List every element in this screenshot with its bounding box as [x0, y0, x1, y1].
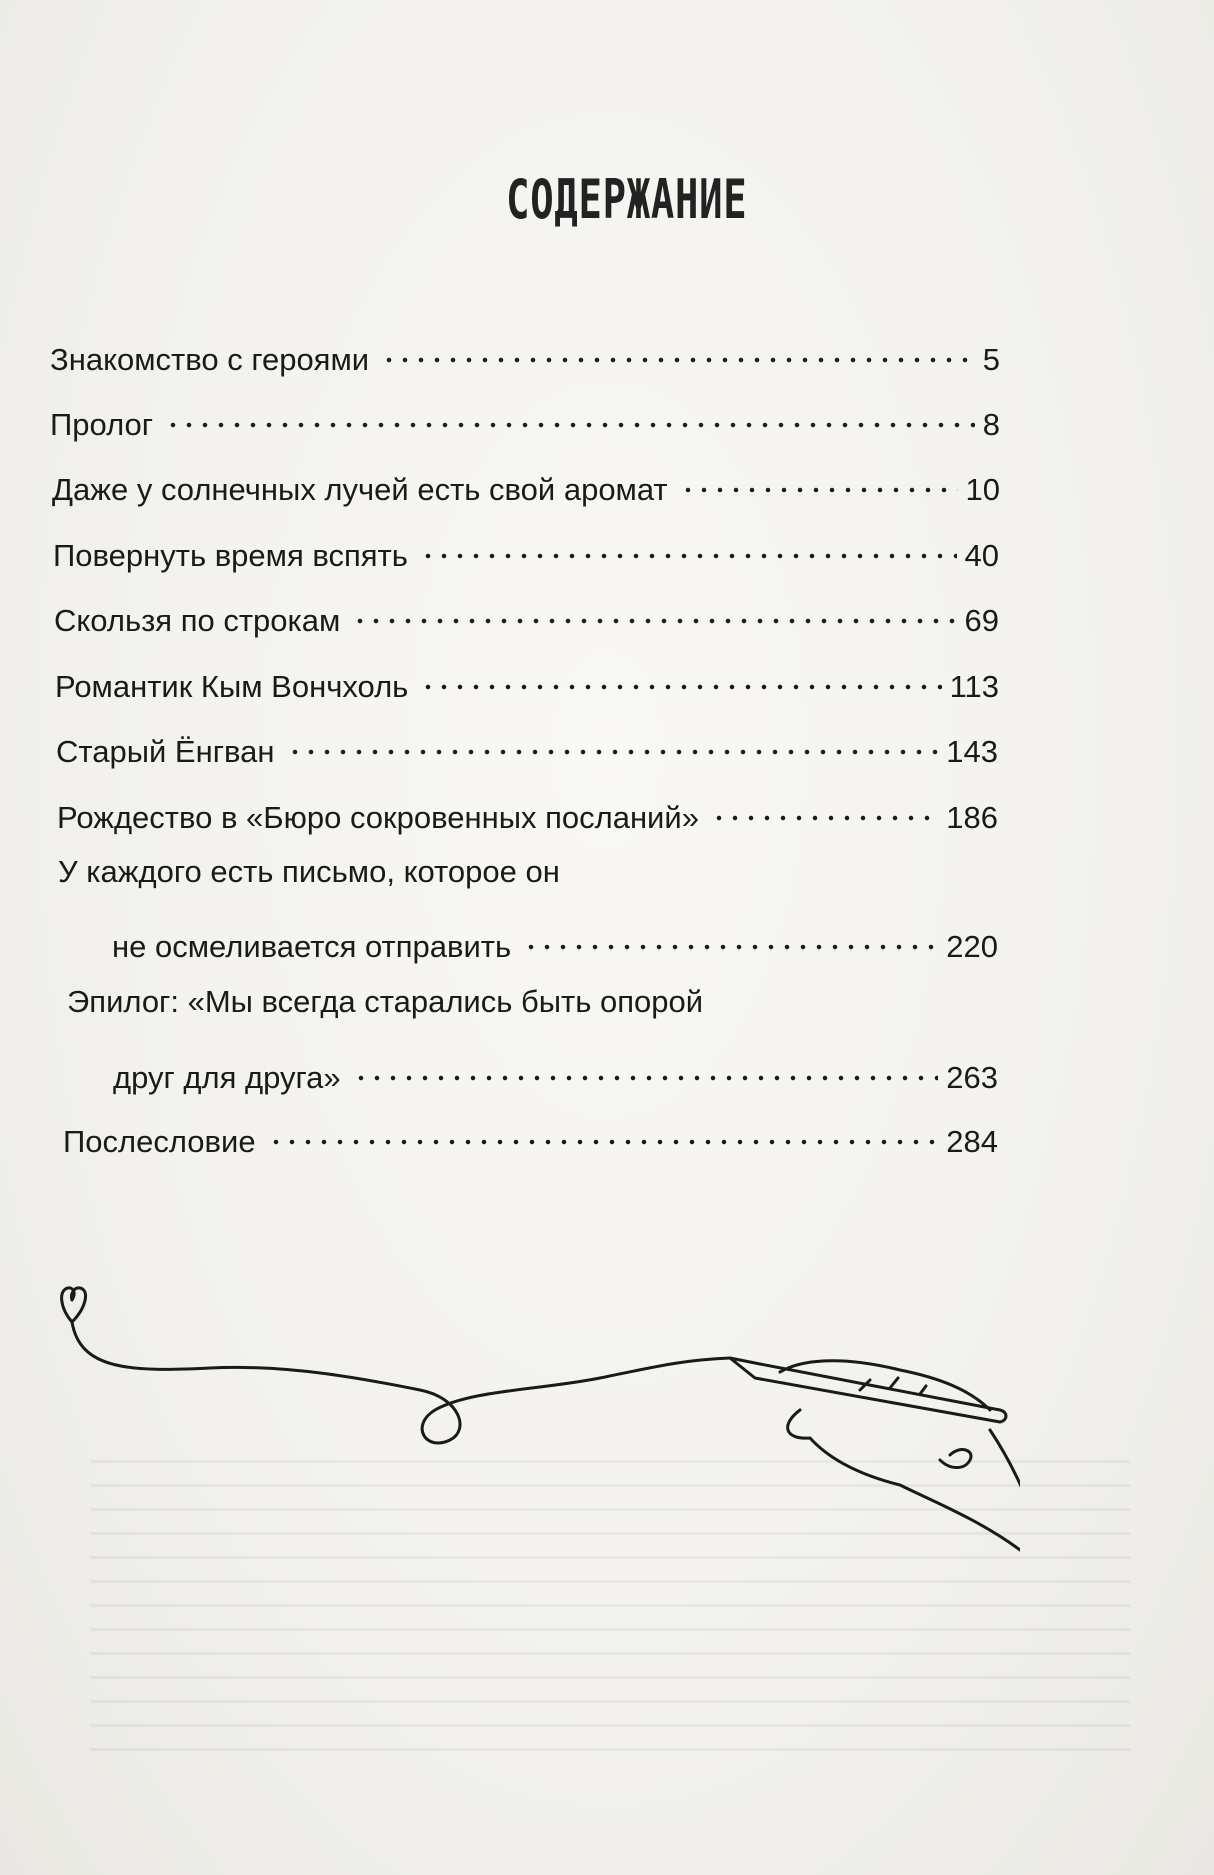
leader-dots — [268, 1110, 939, 1150]
toc-entry-page: 220 — [946, 929, 998, 964]
toc-entry[interactable] — [57, 788, 998, 838]
toc-entry-label: Пролог — [50, 407, 154, 442]
toc-entry-page: 69 — [964, 603, 999, 638]
toc-entry[interactable] — [63, 1112, 998, 1162]
toc-entry-label: Знакомство с героями — [50, 342, 370, 377]
toc-entry-page: 143 — [946, 734, 998, 769]
leader-dots — [287, 720, 939, 760]
toc-entry[interactable] — [113, 1048, 998, 1098]
toc-entry[interactable] — [53, 526, 999, 576]
leader-dots — [165, 393, 975, 433]
toc-entry[interactable] — [52, 460, 1000, 510]
toc-entry-label-line1: У каждого есть письмо, которое он — [58, 854, 560, 889]
toc-entry-label: Старый Ёнгван — [56, 734, 275, 769]
toc-entry-label: Рождество в «Бюро сокровенных посланий» — [57, 800, 699, 835]
leader-dots — [420, 655, 941, 695]
toc-entry-label: Скользя по строкам — [54, 603, 341, 638]
toc-entry-label: Повернуть время вспять — [53, 538, 408, 573]
toc-entry-page: 284 — [946, 1124, 998, 1159]
leader-dots — [523, 915, 938, 955]
toc-entry-label: Послесловие — [63, 1124, 256, 1159]
toc-entry[interactable] — [50, 330, 1000, 380]
toc-entry-label: Романтик Кым Вончхоль — [55, 669, 409, 704]
leader-dots — [680, 458, 958, 498]
toc-entry-page: 113 — [949, 669, 999, 704]
leader-dots — [420, 524, 957, 564]
toc-entry-label-line1: Эпилог: «Мы всегда старались быть опорой — [67, 984, 704, 1019]
toc-entry-page: 40 — [964, 538, 999, 573]
leader-dots — [381, 328, 975, 368]
toc-entry-page: 8 — [982, 407, 1000, 442]
toc-entry-label: Даже у солнечных лучей есть свой аромат — [52, 472, 668, 507]
leader-dots — [352, 589, 956, 629]
flowing-line — [72, 1322, 730, 1443]
toc-entry[interactable] — [112, 917, 998, 967]
toc-entry-page: 5 — [982, 342, 1000, 377]
toc-entry-page: 263 — [946, 1060, 998, 1095]
toc-entry[interactable] — [54, 591, 999, 641]
leader-dots — [711, 786, 938, 826]
toc-entry-label: не осмеливается отправить — [112, 929, 512, 964]
toc-entry-page: 10 — [965, 472, 1000, 507]
toc-entry[interactable] — [56, 722, 998, 772]
line-art-illustration — [40, 1260, 1020, 1560]
toc-entry-label: друг для друга» — [113, 1060, 341, 1095]
toc-entry[interactable] — [50, 395, 1000, 445]
page-title: СОДЕРЖАНИЕ — [506, 168, 748, 231]
toc-entry[interactable] — [55, 657, 999, 707]
heart-icon — [62, 1288, 86, 1322]
leader-dots — [353, 1046, 939, 1086]
toc-entry-page: 186 — [946, 800, 998, 835]
